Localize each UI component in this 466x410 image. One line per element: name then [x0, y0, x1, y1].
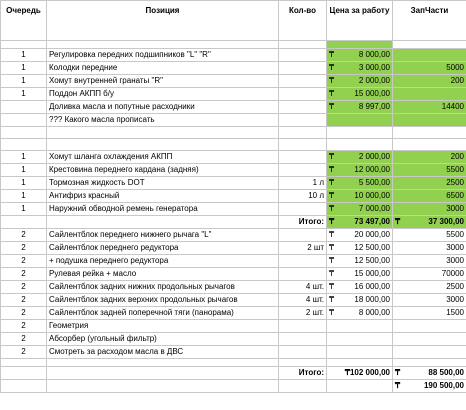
subtotal-price[interactable]: ₸102 000,00 [327, 367, 393, 380]
subtotal-parts[interactable] [393, 216, 466, 229]
grand-total[interactable] [393, 380, 466, 393]
parts-cell[interactable] [393, 114, 466, 127]
parts-cell[interactable]: 6500 [393, 190, 466, 203]
table-row [1, 88, 466, 101]
price-cell[interactable] [327, 333, 393, 346]
parts-cell[interactable]: 5000 [393, 62, 466, 75]
qty-cell[interactable] [279, 75, 327, 88]
queue-cell[interactable]: 2 [1, 294, 47, 307]
queue-cell[interactable]: 1 [1, 177, 47, 190]
table-row [1, 139, 466, 151]
queue-cell[interactable]: 2 [1, 307, 47, 320]
parts-cell[interactable]: 70000 [393, 268, 466, 281]
parts-cell[interactable] [393, 127, 466, 139]
table-row [1, 203, 466, 216]
position-cell[interactable]: Сайлентблок переднего редуктора [47, 242, 279, 255]
parts-cell[interactable] [393, 320, 466, 333]
queue-cell[interactable] [1, 114, 47, 127]
currency-symbol: ₸ [395, 368, 401, 377]
price-value: 18 000,00 [354, 295, 390, 304]
header-position[interactable]: Позиция [47, 1, 279, 41]
currency-symbol: ₸ [329, 308, 335, 317]
position-cell[interactable]: Поддон АКПП б/у [47, 88, 279, 101]
position-cell[interactable] [47, 216, 279, 229]
qty-cell[interactable] [279, 114, 327, 127]
price-value: 16 000,00 [354, 282, 390, 291]
currency-symbol: ₸ [329, 204, 335, 213]
qty-cell[interactable]: 10 л [279, 190, 327, 203]
qty-cell[interactable]: 4 шт. [279, 294, 327, 307]
empty-cell[interactable] [1, 41, 47, 49]
table-row [1, 333, 466, 346]
header-row [1, 1, 466, 41]
parts-cell[interactable]: 3000 [393, 203, 466, 216]
empty-cell[interactable] [47, 41, 279, 49]
queue-cell[interactable]: 2 [1, 320, 47, 333]
currency-symbol: ₸ [329, 50, 335, 59]
grand-total-row [1, 380, 466, 393]
position-cell[interactable]: Колодки передние [47, 62, 279, 75]
table-row [1, 255, 466, 268]
parts-cell[interactable] [393, 88, 466, 101]
currency-symbol: ₸ [329, 76, 335, 85]
price-cell[interactable] [327, 75, 393, 88]
currency-symbol: ₸ [395, 381, 401, 390]
price-cell[interactable] [327, 127, 393, 139]
currency-symbol: ₸ [329, 282, 335, 291]
price-cell[interactable] [327, 49, 393, 62]
currency-symbol: ₸ [329, 102, 335, 111]
parts-cell[interactable]: 1500 [393, 307, 466, 320]
position-cell[interactable]: Смотреть за расходом масла в ДВС [47, 346, 279, 359]
table-row [1, 62, 466, 75]
price-value: 20 000,00 [354, 230, 390, 239]
position-cell[interactable]: Сайлентблок задних нижних продольных рычагов [47, 281, 279, 294]
empty-cell[interactable] [47, 380, 279, 393]
empty-cell[interactable] [47, 359, 279, 367]
empty-cell[interactable] [327, 359, 393, 367]
currency-symbol: ₸ [329, 191, 335, 200]
price-value: 8 000,00 [358, 50, 390, 59]
table-row [1, 307, 466, 320]
price-value: 73 497,00 [354, 217, 390, 226]
subtotal-label[interactable]: Итого: [279, 367, 327, 380]
parts-cell[interactable] [393, 139, 466, 151]
currency-symbol: ₸ [395, 217, 401, 226]
price-value: 3 000,00 [358, 63, 390, 72]
table-row [1, 164, 466, 177]
price-value: 37 300,00 [428, 217, 464, 226]
currency-symbol: ₸ [329, 217, 335, 226]
table-row [1, 294, 466, 307]
price-value: 2 000,00 [358, 76, 390, 85]
price-cell[interactable] [327, 88, 393, 101]
currency-symbol: ₸ [329, 89, 335, 98]
queue-cell[interactable]: 2 [1, 242, 47, 255]
qty-cell[interactable] [279, 164, 327, 177]
parts-cell[interactable]: 200 [393, 151, 466, 164]
queue-cell[interactable]: 1 [1, 75, 47, 88]
table-row [1, 229, 466, 242]
qty-cell[interactable] [279, 229, 327, 242]
price-value: 15 000,00 [354, 89, 390, 98]
price-cell[interactable] [327, 307, 393, 320]
price-value: 12 500,00 [354, 243, 390, 252]
header-queue[interactable]: Очередь [1, 1, 47, 41]
position-cell[interactable]: Антифриз красный [47, 190, 279, 203]
price-cell[interactable] [327, 255, 393, 268]
qty-cell[interactable] [279, 320, 327, 333]
position-cell[interactable]: Наружний обводной ремень генератора [47, 203, 279, 216]
header-qty[interactable]: Кол-во [279, 1, 327, 41]
queue-cell[interactable] [1, 139, 47, 151]
table-row [1, 151, 466, 164]
parts-cell[interactable]: 5500 [393, 229, 466, 242]
currency-symbol: ₸ [329, 230, 335, 239]
parts-cell[interactable]: 3000 [393, 255, 466, 268]
position-cell[interactable] [47, 367, 279, 380]
qty-cell[interactable]: 2 шт. [279, 307, 327, 320]
price-cell[interactable] [327, 151, 393, 164]
position-cell[interactable]: Регулировка передних подшипников "L" "R" [47, 49, 279, 62]
position-cell[interactable]: ??? Какого масла прописать [47, 114, 279, 127]
queue-cell[interactable]: 1 [1, 49, 47, 62]
qty-cell[interactable] [279, 268, 327, 281]
parts-cell[interactable] [393, 346, 466, 359]
position-cell[interactable]: + подушка переднего редуктора [47, 255, 279, 268]
empty-cell[interactable] [393, 359, 466, 367]
position-cell[interactable]: Крестовина переднего кардана (задняя) [47, 164, 279, 177]
subtotal-row [1, 216, 466, 229]
queue-cell[interactable]: 1 [1, 151, 47, 164]
price-value: 8 000,00 [358, 308, 390, 317]
parts-cell[interactable] [393, 333, 466, 346]
price-value: 10 000,00 [354, 191, 390, 200]
position-cell[interactable]: Сайлентблок задних верхних продольных рычагов [47, 294, 279, 307]
parts-cell[interactable]: 2500 [393, 177, 466, 190]
qty-cell[interactable] [279, 203, 327, 216]
queue-cell[interactable]: 2 [1, 255, 47, 268]
position-cell[interactable]: Сайлентблок задней поперечной тяги (панорама) [47, 307, 279, 320]
queue-cell[interactable]: 2 [1, 346, 47, 359]
queue-cell[interactable]: 2 [1, 268, 47, 281]
table-row [1, 114, 466, 127]
price-cell[interactable] [327, 101, 393, 114]
spacer-row [1, 359, 466, 367]
qty-cell[interactable] [279, 139, 327, 151]
empty-cell[interactable] [327, 380, 393, 393]
table-row [1, 281, 466, 294]
queue-cell[interactable]: 1 [1, 88, 47, 101]
currency-symbol: ₸ [329, 269, 335, 278]
parts-cell[interactable] [393, 49, 466, 62]
position-cell[interactable]: Тормозная жидкость DOT [47, 177, 279, 190]
parts-cell[interactable]: 2500 [393, 281, 466, 294]
price-value: 8 997,00 [358, 102, 390, 111]
price-value: 7 000,00 [358, 204, 390, 213]
position-cell[interactable]: Абсорбер (угольный фильтр) [47, 333, 279, 346]
price-cell[interactable] [327, 203, 393, 216]
price-cell[interactable] [327, 229, 393, 242]
currency-symbol: ₸ [329, 165, 335, 174]
currency-symbol: ₸ [329, 152, 335, 161]
queue-cell[interactable]: 2 [1, 229, 47, 242]
empty-cell[interactable] [1, 359, 47, 367]
queue-cell[interactable] [1, 101, 47, 114]
queue-cell[interactable] [1, 216, 47, 229]
price-cell[interactable] [327, 177, 393, 190]
empty-cell[interactable] [393, 41, 466, 49]
qty-cell[interactable]: 4 шт. [279, 281, 327, 294]
table-row [1, 346, 466, 359]
parts-cell[interactable]: 5500 [393, 164, 466, 177]
price-cell[interactable] [327, 62, 393, 75]
qty-cell[interactable] [279, 151, 327, 164]
qty-cell[interactable]: 1 л [279, 177, 327, 190]
price-value: 12 000,00 [354, 165, 390, 174]
qty-cell[interactable] [279, 49, 327, 62]
position-cell[interactable] [47, 127, 279, 139]
price-value: 190 500,00 [423, 381, 464, 390]
table-row [1, 268, 466, 281]
queue-cell[interactable]: 1 [1, 203, 47, 216]
queue-cell[interactable]: 2 [1, 281, 47, 294]
price-value: 88 500,00 [428, 368, 464, 377]
table-row [1, 177, 466, 190]
currency-symbol: ₸ [329, 178, 335, 187]
queue-cell[interactable]: 2 [1, 333, 47, 346]
position-cell[interactable]: Хомут шланга охлаждения АКПП [47, 151, 279, 164]
currency-symbol: ₸ [329, 256, 335, 265]
table-row [1, 101, 466, 114]
empty-cell[interactable] [279, 41, 327, 49]
price-cell[interactable] [327, 346, 393, 359]
queue-cell[interactable]: 1 [1, 190, 47, 203]
qty-cell[interactable] [279, 255, 327, 268]
spacer-row [1, 41, 466, 49]
position-cell[interactable] [47, 139, 279, 151]
currency-symbol: ₸ [329, 295, 335, 304]
subtotal-label[interactable]: Итого: [279, 216, 327, 229]
qty-cell[interactable]: 2 шт [279, 242, 327, 255]
position-cell[interactable]: Геометрия [47, 320, 279, 333]
subtotal-price[interactable] [327, 216, 393, 229]
header-price[interactable]: Цена за работу [327, 1, 393, 41]
table-row [1, 320, 466, 333]
position-cell[interactable]: Рулевая рейка + масло [47, 268, 279, 281]
subtotal-parts[interactable] [393, 367, 466, 380]
table-row [1, 190, 466, 203]
empty-cell[interactable] [279, 380, 327, 393]
queue-cell[interactable] [1, 127, 47, 139]
table-row [1, 242, 466, 255]
empty-cell[interactable] [1, 380, 47, 393]
empty-cell[interactable] [279, 359, 327, 367]
price-value: 12 500,00 [354, 256, 390, 265]
price-cell[interactable] [327, 242, 393, 255]
qty-cell[interactable] [279, 333, 327, 346]
position-cell[interactable]: Хомут внутренней гранаты "R" [47, 75, 279, 88]
queue-cell[interactable]: 1 [1, 164, 47, 177]
price-cell[interactable] [327, 268, 393, 281]
subtotal-row [1, 367, 466, 380]
position-cell[interactable]: Сайлентблок переднего нижнего рычага "L" [47, 229, 279, 242]
price-cell[interactable] [327, 281, 393, 294]
table-row [1, 75, 466, 88]
parts-cell[interactable]: 3000 [393, 242, 466, 255]
queue-cell[interactable]: 1 [1, 62, 47, 75]
currency-symbol: ₸ [329, 63, 335, 72]
parts-cell[interactable]: 200 [393, 75, 466, 88]
currency-symbol: ₸ [329, 243, 335, 252]
price-cell[interactable] [327, 294, 393, 307]
qty-cell[interactable] [279, 346, 327, 359]
price-value: 5 500,00 [358, 178, 390, 187]
parts-cell[interactable]: 14400 [393, 101, 466, 114]
qty-cell[interactable] [279, 127, 327, 139]
table-row [1, 127, 466, 139]
qty-cell[interactable] [279, 101, 327, 114]
qty-cell[interactable] [279, 62, 327, 75]
price-cell[interactable] [327, 114, 393, 127]
header-parts[interactable]: ЗапЧасти [393, 1, 466, 41]
price-cell[interactable] [327, 190, 393, 203]
price-value: 2 000,00 [358, 152, 390, 161]
empty-cell[interactable] [327, 41, 393, 49]
parts-cell[interactable]: 3000 [393, 294, 466, 307]
price-cell[interactable] [327, 164, 393, 177]
price-value: 15 000,00 [354, 269, 390, 278]
table-row [1, 49, 466, 62]
position-cell[interactable]: Доливка масла и попутные расходники [47, 101, 279, 114]
price-cell[interactable] [327, 320, 393, 333]
queue-cell[interactable] [1, 367, 47, 380]
qty-cell[interactable] [279, 88, 327, 101]
price-cell[interactable] [327, 139, 393, 151]
